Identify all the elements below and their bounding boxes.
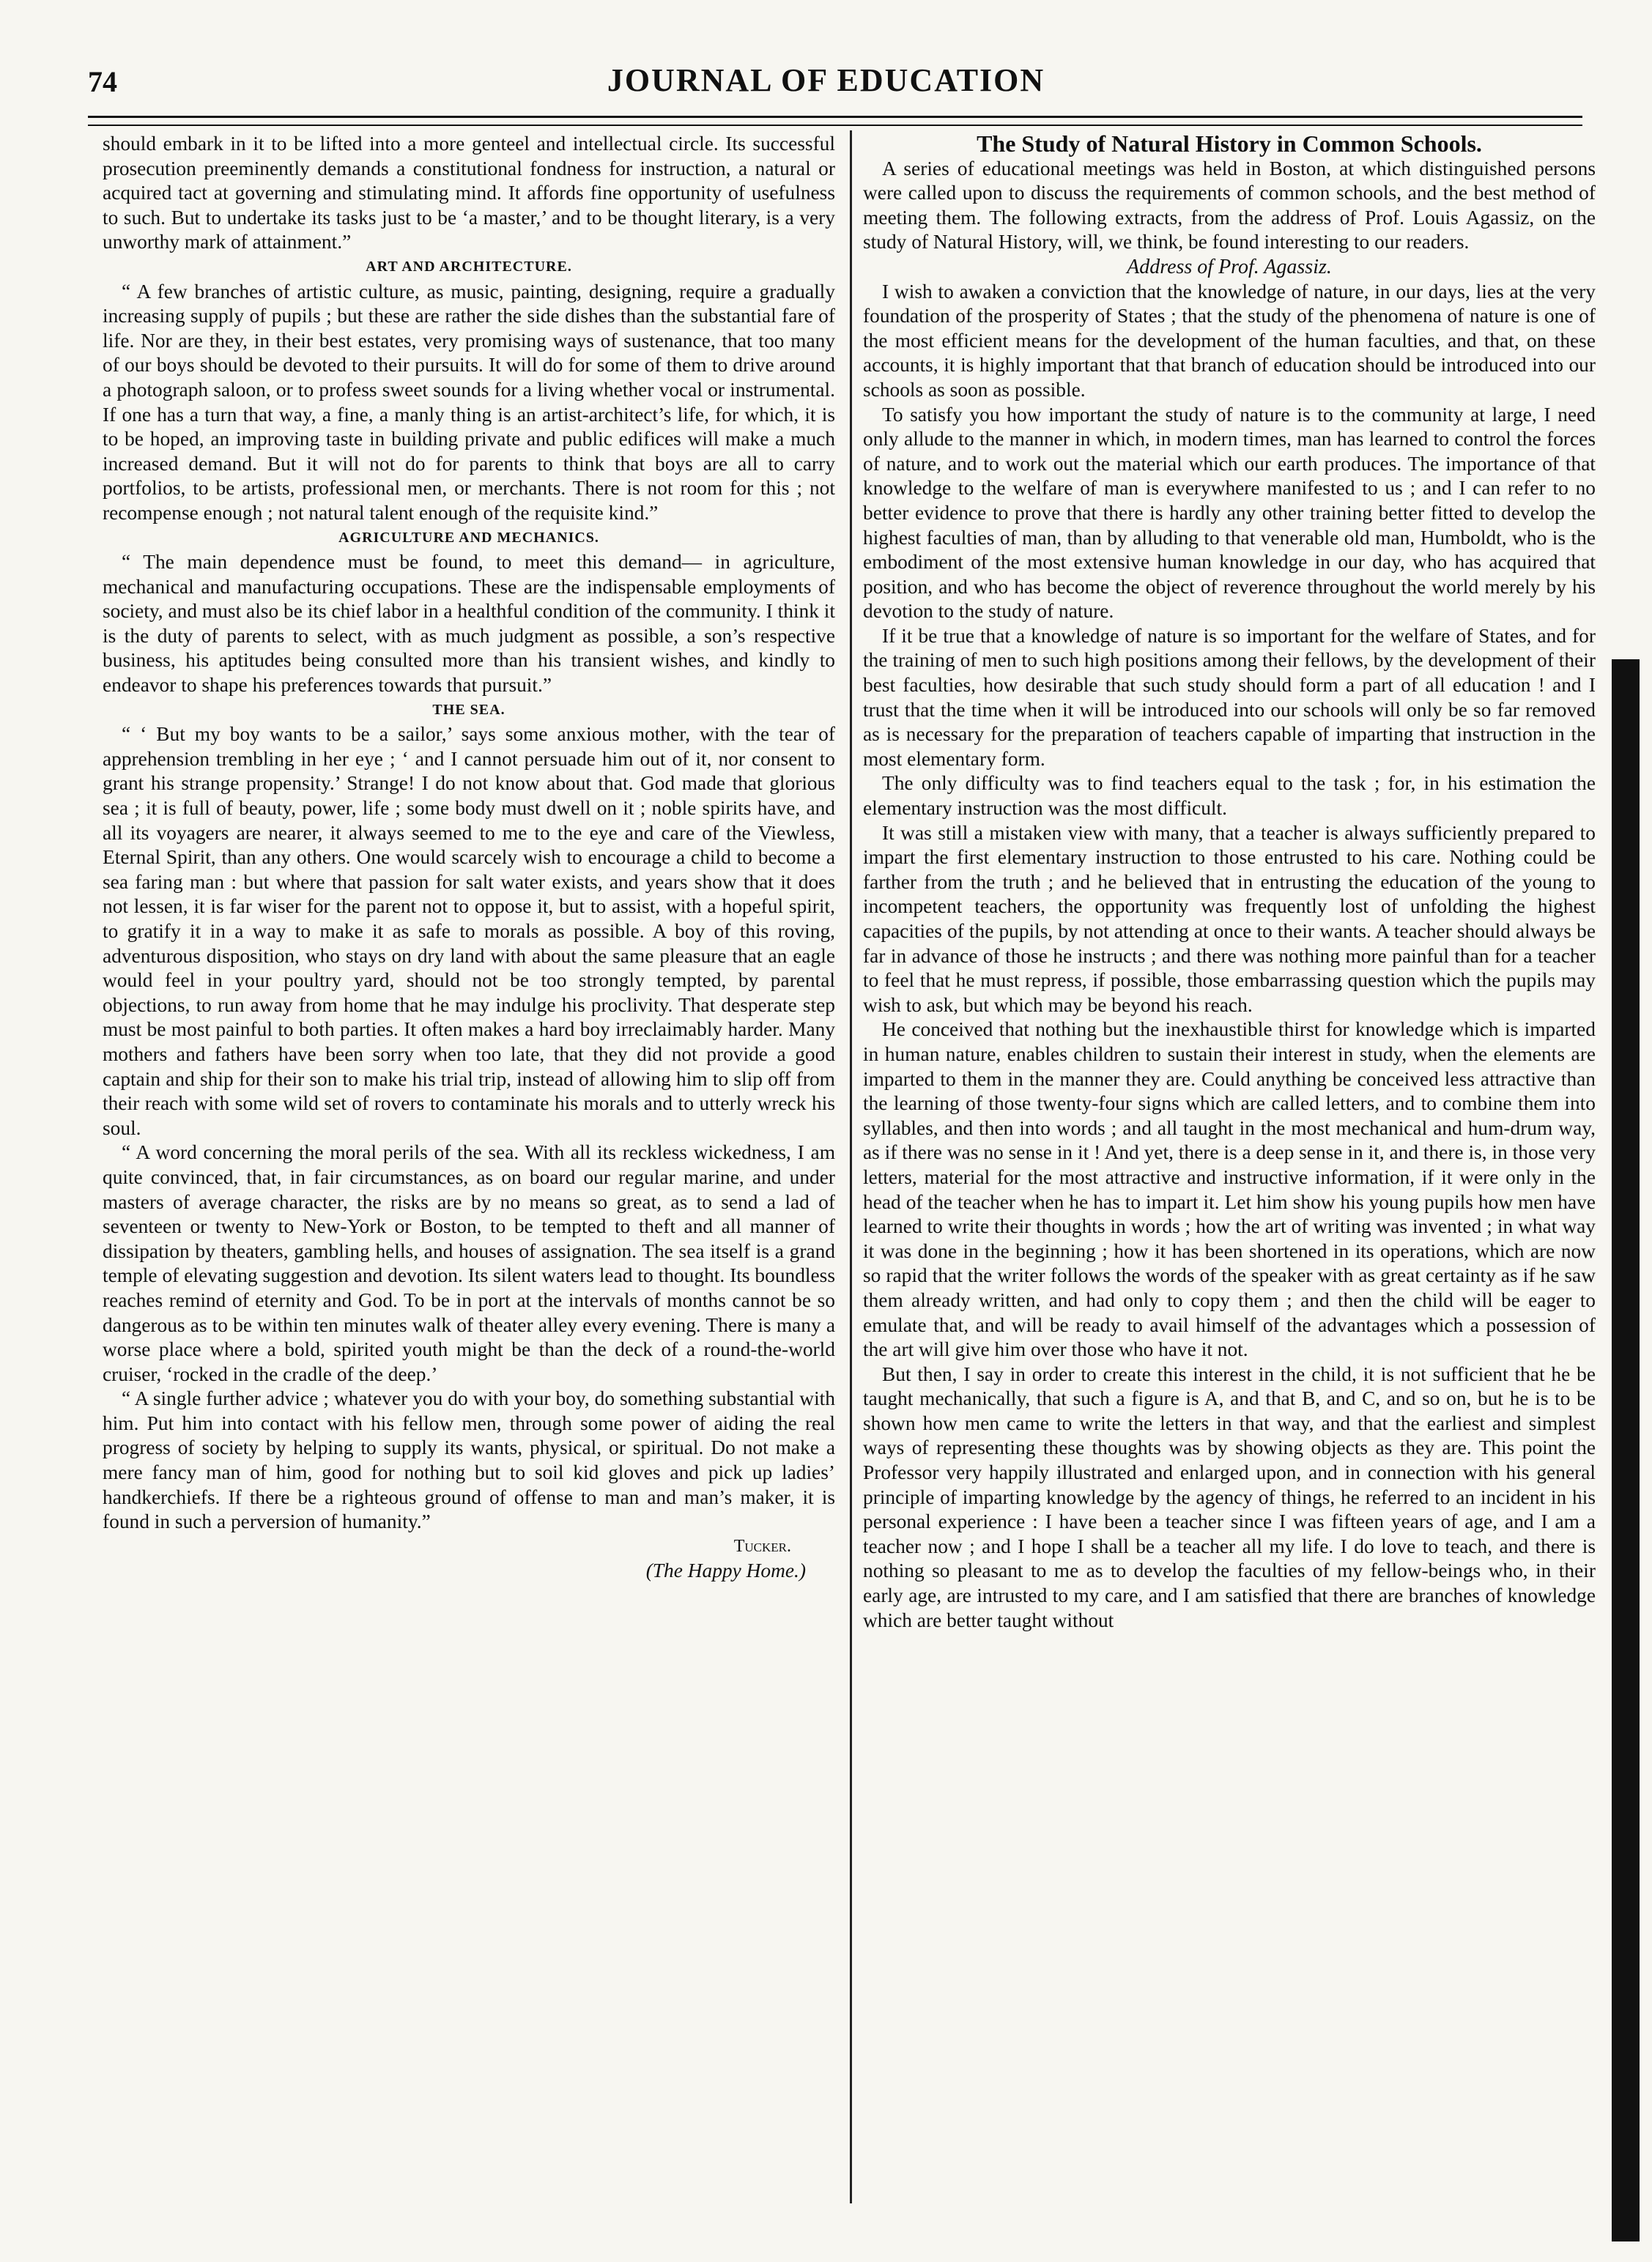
paragraph: “ ‘ But my boy wants to be a sailor,’ says some anxious mother, with the tear of apprehension trembling in her eye ; ‘ and I cannot persuade him out of it, nor consent to grant his strange propensity.’ Strange! I do not know about that. God made that glorious sea ; it is full of beauty, power, life ; some body must dwell on it ; noble spirits have, and all its voyagers are nearer, it always seemed to me to the eye and care of the Viewless, Eternal Spirit, than any others. One would scarcely wish to encourage a child to become a sea faring man : but where that passion for salt water exists, and years show that it does not lessen, it is far wiser for the parent not to oppose it, but to assist, with a hopeful spirit, to gratify it in a way to make it as safe to morals as possible. A boy of this roving, adventurous disposition, who stays on dry land with about the same pleasure that an eagle would feel in your poultry yard, should not be too strongly tempted, by parental objections, to run away from home that he may indulge his proclivity. That desperate step must be most painful to both parties. It often makes a hard boy irreclaimably harder. Many mothers and fathers have been sorry when too late, that they did not provide a good captain and ship for their son to make his trial trip, instead of allowing him to slip off from their reach with some wild set of rovers to contaminate his morals and to utterly wreck his soul.: [103, 723, 835, 1139]
author-signature: Tucker.: [733, 1536, 791, 1556]
column-divider: [850, 130, 852, 2203]
page-number: 74: [88, 65, 117, 98]
paragraph: “ A single further advice ; whatever you do with your boy, do something substantial with him. Put him into contact with his fellow men, through some power of aiding the real progress of society by helping to supply its wants, physical, or spiritual. Do not make a mere fancy man of him, good for nothing but to soil kid gloves and pick up ladies’ handkerchiefs. If there be a righteous ground of offense to man and man’s maker, it is found in such a perversion of humanity.”: [103, 1387, 835, 1533]
article-title: The Study of Natural History in Common Schools.: [977, 130, 1482, 157]
paragraph: I wish to awaken a conviction that the knowledge of nature, in our days, lies at the very foundation of the prosperity of States ; that the study of the phenomena of nature is one of the most efficient means for the development of the human faculties, and that, on these accounts, it is highly important that that branch of education should be introduced into our schools as soon as possible.: [863, 280, 1596, 401]
section-heading-agriculture: AGRICULTURE AND MECHANICS.: [338, 529, 599, 546]
header-rule-thin: [88, 125, 1582, 126]
paragraph: He conceived that nothing but the inexhaustible thirst for knowledge which is imparted in human nature, enables children to sustain their interest in study, when the elements are imparted to them in the manner they are. Could anything be conceived less attractive than the learning of those twenty-four signs which are called letters, and to combine them into syllables, and then into words ; and all taught in the most mechanical and hum-drum way, as if there was no sense in it ! And yet, there is a deep sense in it, and there is, in those very letters, material for the most attractive and instructive information, if it were only in the head of the teacher when he has to impart it. Let him show his young pupils how men have learned to write their thoughts in words ; how the art of writing was invented ; in what way it was done in the beginning ; how it has been shortened in its operations, which are now so rapid that the writer follows the words of the speaker with as great certainty as if he saw them already written, and had only to copy them ; and then the child will be eager to emulate that, and will be ready to avail himself of the advantages which a possession of the art will give him over those who have it not.: [863, 1018, 1596, 1361]
paragraph: The only difficulty was to find teachers equal to the task ; for, in his estimation the elementary instruction was the most difficult.: [863, 772, 1596, 820]
paragraph: To satisfy you how important the study of nature is to the community at large, I need only allude to the manner in which, in modern times, man has learned to control the forces of nature, and to work out the material which our earth produces. The importance of that knowledge to the welfare of man is everywhere manifested to us ; and I can refer to no better evidence to prove that there is hardly any other training better fitted to develop the highest faculties of man, than by alluding to that venerable old man, Humboldt, who is the embodiment of the most extensive human knowledge in our day, who has acquired that position, and who has become the object of reverence throughout the world merely by his devotion to the study of nature.: [863, 403, 1596, 623]
address-heading: Address of Prof. Agassiz.: [1127, 255, 1332, 278]
binding-shadow: [1612, 659, 1640, 2241]
right-column: [863, 132, 1596, 1633]
section-heading-sea: THE SEA.: [432, 701, 505, 718]
section-heading-art: ART AND ARCHITECTURE.: [366, 258, 572, 275]
paragraph: “ A word concerning the moral perils of the sea. With all its reckless wickedness, I am quite convinced, that, in fair circumstances, as on board our regular marine, and under masters of average character, the risks are by no means so great, as to send a lad of seventeen or twenty to New-York or Boston, to be tempted to theft and all manner of dissipation by theaters, gambling hells, and houses of assignation. The sea itself is a grand temple of elevating suggestion and devotion. Its silent waters lead to thought. Its boundless reaches remind of eternity and God. To be in port at the intervals of months cannot be so dangerous as to be within ten minutes walk of theater alley every evening. There is many a worse place where a bold, spirited youth might be than the deck of a round-the-world cruiser, ‘rocked in the cradle of the deep.’: [103, 1141, 835, 1385]
running-title: JOURNAL OF EDUCATION: [607, 62, 1045, 98]
source-citation: (The Happy Home.): [645, 1560, 806, 1582]
paragraph: A series of educational meetings was held in Boston, at which distinguished persons were called upon to discuss the requirements of common schools, and the best method of meeting them. The following extracts, from the address of Prof. Louis Agassiz, on the study of Natural History, will, we think, be found interesting to our readers.: [863, 157, 1596, 253]
header-rule: [88, 116, 1582, 118]
left-column: [103, 132, 835, 1584]
paragraph: should embark in it to be lifted into a more genteel and intellectual circle. Its successful prosecution preeminently demands a constitutional fondness for instruction, a natural or acquired tact at governing and stimulating mind. It affords fine opportunity of usefulness to such. But to undertake its tasks just to be ‘a master,’ and to be thought literary, is a very unworthy mark of attainment.”: [103, 133, 835, 253]
paragraph: “ The main dependence must be found, to meet this demand— in agriculture, mechanical and manufacturing occupations. These are the indispensable employments of society, and must also be its chief labor in a healthful condition of the community. I think it is the duty of parents to select, with as much judgment as possible, a son’s respective business, his aptitudes being consulted more than his transient wishes, and kindly to endeavor to shape his preferences towards that pursuit.”: [103, 551, 835, 697]
paragraph: If it be true that a knowledge of nature is so important for the welfare of States, and for the training of men to such high positions among their fellows, by the development of their best faculties, how desirable that such study should form a part of all education ! and I trust that the time when it will be introduced into our schools will only be so far removed as is necessary for the preparation of teachers capable of imparting that instruction in the most elementary form.: [863, 624, 1596, 770]
paragraph: But then, I say in order to create this interest in the child, it is not sufficient that he be taught mechanically, that such a figure is A, and that B, and C, and so on, but he is to be shown how men came to write the letters in that way, and that the earliest and simplest ways of representing these thoughts was by showing objects as they are. This point the Professor very happily illustrated and enlarged upon, and in connection with his general principle of imparting knowledge by the agency of things, he referred to an incident in his personal experience : I have been a teacher since I was fifteen years of age, and I am a teacher now ; and I hope I shall be a teacher all my life. I do love to teach, and there is nothing so pleasant to me as to develop the faculties of my fellow-beings who, in their early age, are intrusted to my care, and I am satisfied that there are branches of knowledge which are better taught without: [863, 1362, 1596, 1631]
paragraph: “ A few branches of artistic culture, as music, painting, designing, require a gradually increasing supply of pupils ; but these are rather the side dishes than the substantial fare of life. Nor are they, in their best estates, very promising ways of sustenance, that too many of our boys should be devoted to their pursuits. It will do for some of them to drive around a photograph saloon, or to profess sweet sounds for a living whether vocal or instrumental. If one has a turn that way, a fine, a manly thing is an artist-architect’s life, for which, it is to be hoped, an improving taste in building private and public edifices will make a much increased demand. But it will not do for parents to think that boys are all to carry portfolios, to be artists, professional men, or merchants. There is not room for this ; not recompense enough ; not natural talent enough of the requisite kind.”: [103, 280, 835, 524]
paragraph: It was still a mistaken view with many, that a teacher is always sufficiently prepared to impart the first elementary instruction to those entrusted to his care. Nothing could be farther from the truth ; and he believed that in entrusting the education of the young to incompetent teachers, the opportunity was frequently lost of unfolding the highest capacities of the pupils, by not attending at once to their wants. A teacher should always be far in advance of those he instructs ; and there was nothing more painful than for a teacher to feel that he must repress, if possible, those embarrassing question which the pupils may wish to ask, but which may be beyond his reach.: [863, 821, 1596, 1016]
